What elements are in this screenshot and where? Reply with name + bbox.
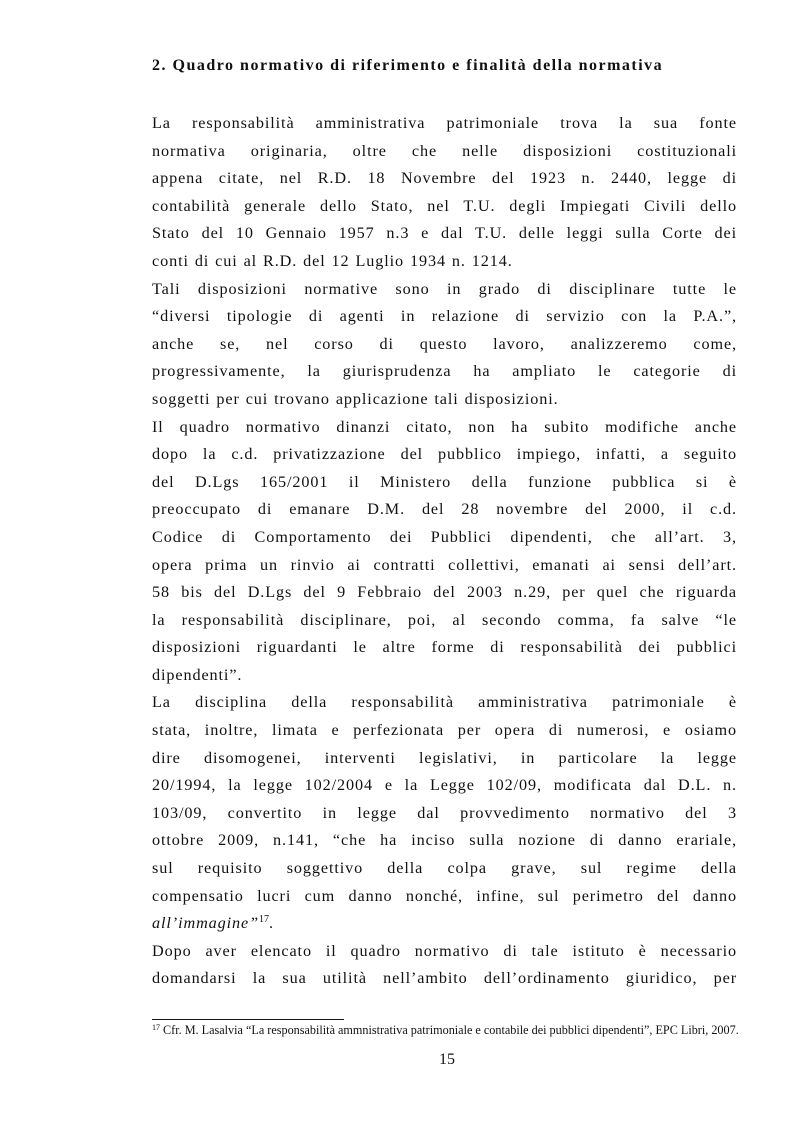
text-line: domandarsi la sua utilità nell’ambito dell’ordinamento giuridico, per	[152, 969, 737, 988]
section-heading: 2. Quadro normativo di riferimento e finalità della normativa	[152, 57, 664, 74]
text-line: normativa originaria, oltre che nelle disposizioni costituzionali	[152, 141, 737, 160]
text-line: dipendenti”.	[152, 665, 243, 684]
text-line: 20/1994, la legge 102/2004 e la Legge 102/09, modificata dal D.L. n.	[152, 776, 737, 795]
text-line: sul requisito soggettivo della colpa grave, sul regime della	[152, 859, 737, 878]
text-line: Dopo aver elencato il quadro normativo di tale istituto è necessario	[152, 941, 737, 960]
footnote-reference[interactable]: 17	[259, 914, 270, 926]
page-number: 15	[439, 1051, 455, 1068]
text-line: opera prima un rinvio ai contratti collettivi, emanati ai sensi dell’art.	[152, 555, 737, 574]
italic-quote-line	[152, 910, 737, 938]
text-line: contabilità generale dello Stato, nel T.U. degli Impiegati Civili dello	[152, 196, 737, 215]
text-line: Stato del 10 Gennaio 1957 n.3 e dal T.U. delle leggi sulla Corte dei	[152, 224, 737, 243]
footnote-text: Cfr. M. Lasalvia “La responsabilità ammnistrativa patrimoniale e contabile dei pubblici dipendenti”, EPC Libri, 2007.	[160, 1023, 739, 1037]
text-line: la responsabilità disciplinare, poi, al secondo comma, fa salve “le	[152, 610, 737, 629]
text-line: 58 bis del D.Lgs del 9 Febbraio del 2003 n.29, per quel che riguarda	[152, 583, 737, 602]
text-line: 103/09, convertito in legge dal provvedimento normativo del 3	[152, 803, 737, 822]
text-line: ottobre 2009, n.141, “che ha inciso sulla nozione di danno erariale,	[152, 831, 737, 850]
text-line: dopo la c.d. privatizzazione del pubblico impiego, infatti, a seguito	[152, 445, 737, 464]
text-line: disposizioni riguardanti le altre forme di responsabilità dei pubblici	[152, 638, 737, 657]
text-line: “diversi tipologie di agenti in relazione di servizio con la P.A.”,	[152, 307, 737, 326]
italic-quote: all’immagine”	[152, 914, 260, 933]
text-line: Codice di Comportamento dei Pubblici dipendenti, che all’art. 3,	[152, 527, 737, 546]
text-line: La disciplina della responsabilità amministrativa patrimoniale è	[152, 693, 737, 712]
text-line: La responsabilità amministrativa patrimoniale trova la sua fonte	[152, 114, 737, 132]
text-line: appena citate, nel R.D. 18 Novembre del 1923 n. 2440, legge di	[152, 169, 737, 188]
footnote-separator	[152, 1019, 344, 1020]
text-line: stata, inoltre, limata e perfezionata per opera di numerosi, e osiamo	[152, 721, 737, 740]
text-line: del D.Lgs 165/2001 il Ministero della funzione pubblica si è	[152, 472, 737, 491]
text-line: conti di cui al R.D. del 12 Luglio 1934 n. 1214.	[152, 251, 513, 270]
text-line: Il quadro normativo dinanzi citato, non ha subito modifiche anche	[152, 417, 737, 436]
text-line: soggetti per cui trovano applicazione tali disposizioni.	[152, 389, 559, 408]
text-line: preoccupato di emanare D.M. del 28 novembre del 2000, il c.d.	[152, 500, 737, 519]
footnote	[152, 1023, 742, 1038]
text-line: compensatio lucri cum danno nonché, infine, sul perimetro del danno	[152, 886, 737, 905]
footnote-marker: 17	[152, 1023, 160, 1032]
italic-line-end: .	[269, 914, 274, 933]
text-line: dire disomogenei, interventi legislativi, in particolare la legge	[152, 748, 737, 767]
text-line: Tali disposizioni normative sono in grado di disciplinare tutte le	[152, 279, 737, 298]
text-line: anche se, nel corso di questo lavoro, analizzeremo come,	[152, 334, 737, 353]
body-text	[152, 110, 737, 993]
text-line: progressivamente, la giurisprudenza ha ampliato le categorie di	[152, 362, 737, 381]
